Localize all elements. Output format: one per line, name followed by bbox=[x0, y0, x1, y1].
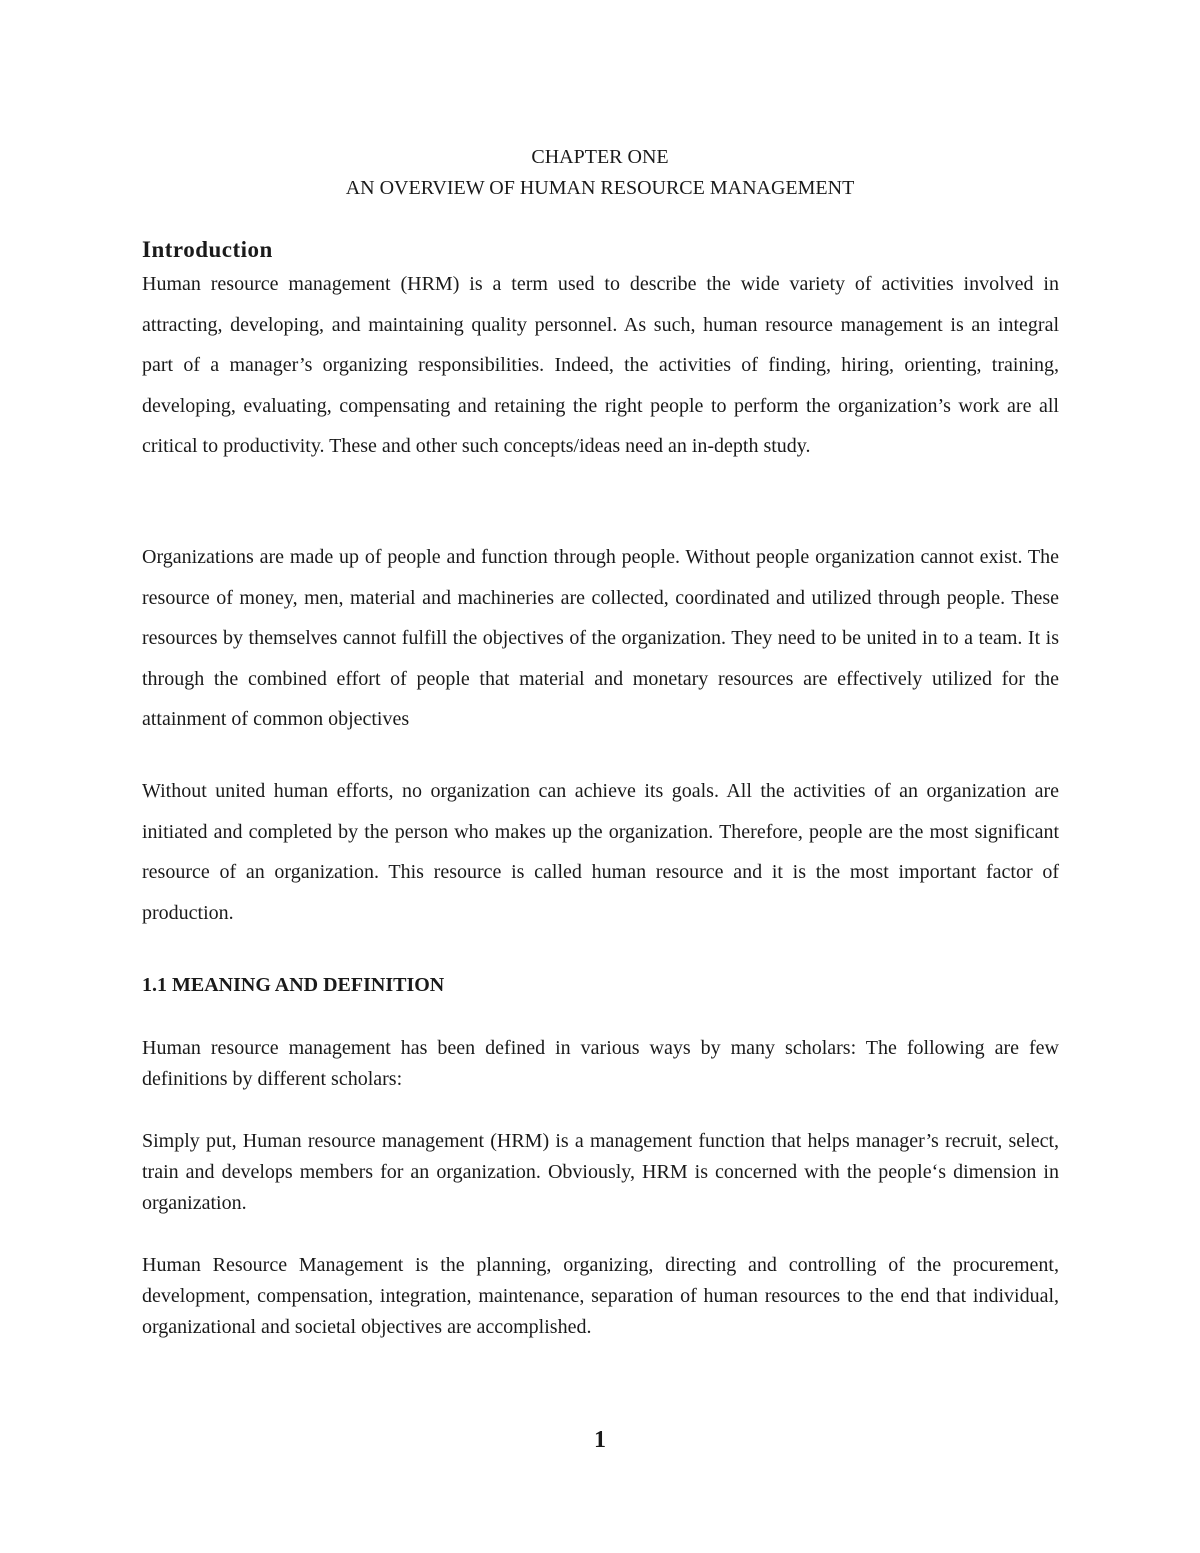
definitions-intro-paragraph: Human resource management has been defined in various ways by many scholars: The following are few definitions by different scholars: bbox=[142, 1037, 1059, 1090]
introduction-paragraph-3: Without united human efforts, no organization can achieve its goals. All the activities of an organization are initiated and completed by the person who makes up the organization. Therefore, people are the most significant resource of an organization. This resource is called human resource and it is the most important factor of production. bbox=[142, 780, 1059, 924]
introduction-paragraph-1: Human resource management (HRM) is a term used to describe the wide variety of activities involved in attracting, developing, and maintaining quality personnel. As such, human resource management is an integral part of a manager’s organizing responsibilities. Indeed, the activities of finding, hiring, orienting, training, developing, evaluating, compensating and retaining the right people to perform the organization’s work are all critical to productivity. These and other such concepts/ideas need an in-depth study. bbox=[142, 273, 1059, 457]
page-number: 1 bbox=[594, 1427, 606, 1453]
section-heading-meaning-definition: 1.1 MEANING AND DEFINITION bbox=[142, 974, 445, 996]
chapter-title: AN OVERVIEW OF HUMAN RESOURCE MANAGEMENT bbox=[345, 177, 855, 199]
introduction-paragraph-2: Organizations are made up of people and function through people. Without people organization cannot exist. The resource of money, men, material and machineries are collected, coordinated and utilized through people. These resources by themselves cannot fulfill the objectives of the organization. They need to be united in to a team. It is through the combined effort of people that material and monetary resources are effectively utilized for the attainment of common objectives bbox=[142, 546, 1059, 730]
definition-paragraph-1: Simply put, Human resource management (HRM) is a management function that helps manager’s recruit, select, train and develops members for an organization. Obviously, HRM is concerned with the people‘s dimension in organization. bbox=[142, 1130, 1059, 1214]
definition-paragraph-2: Human Resource Management is the planning, organizing, directing and controlling of the procurement, development, compensation, integration, maintenance, separation of human resources to the end that individual, organizational and societal objectives are accomplished. bbox=[142, 1254, 1059, 1338]
introduction-heading: Introduction bbox=[142, 237, 273, 262]
chapter-label: CHAPTER ONE bbox=[531, 146, 669, 168]
